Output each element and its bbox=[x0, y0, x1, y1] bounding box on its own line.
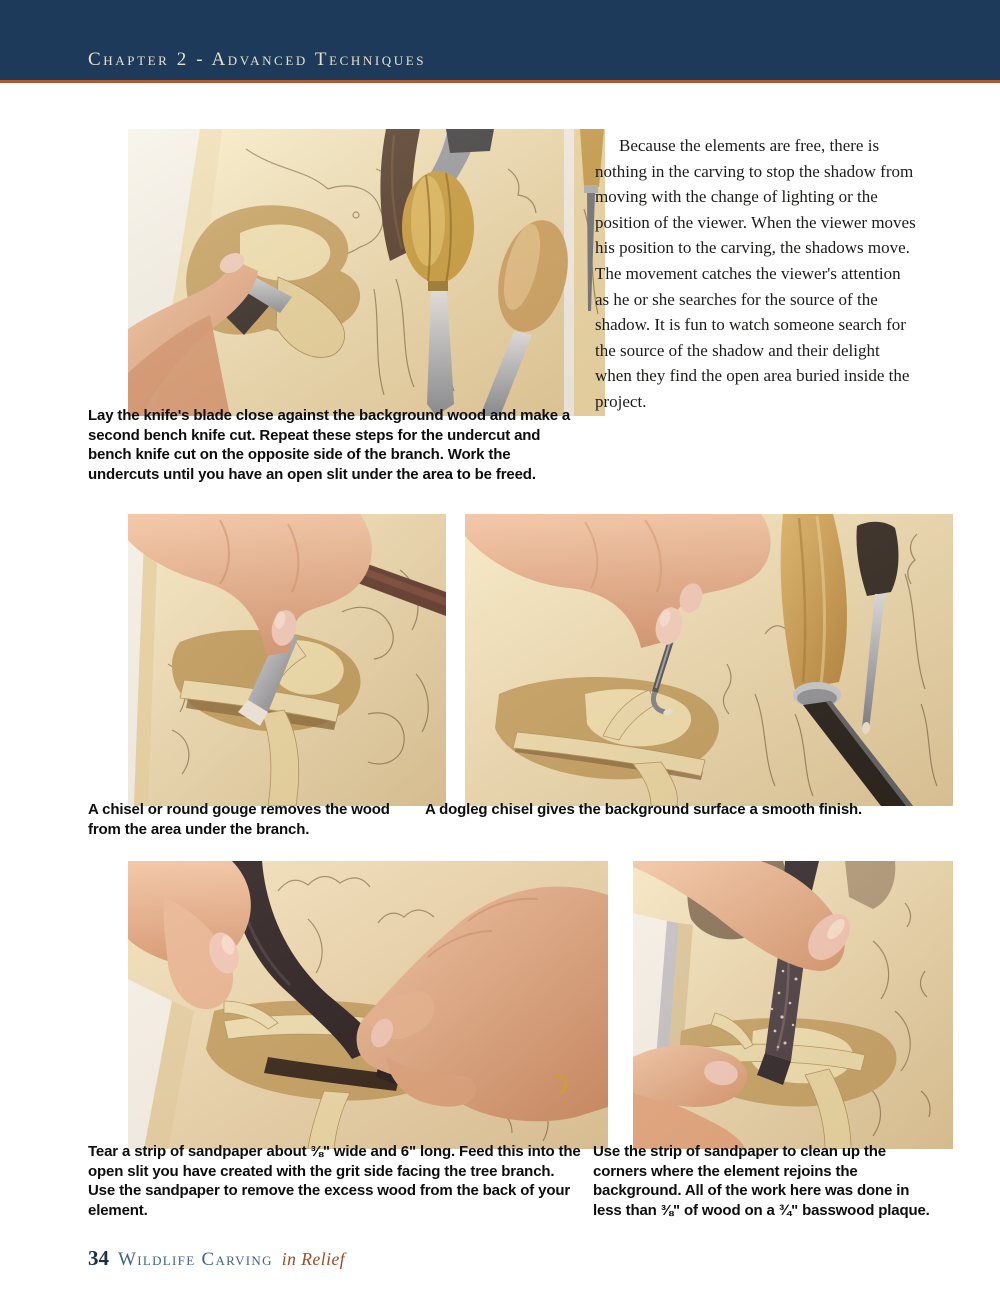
figure-knife-undercut bbox=[128, 129, 605, 416]
chapter-header-bar bbox=[0, 0, 1000, 83]
figure-sandpaper-corners bbox=[633, 861, 953, 1149]
photo-sandpaper-strip-illustration bbox=[128, 861, 608, 1149]
book-title-suffix: in Relief bbox=[281, 1249, 346, 1269]
caption-dogleg-chisel: A dogleg chisel gives the background surface a smooth finish. bbox=[425, 801, 863, 818]
photo2-vignette bbox=[128, 514, 446, 806]
photo3-vignette bbox=[465, 514, 953, 806]
figure-sandpaper-strip bbox=[128, 861, 608, 1149]
page-number: 34 bbox=[88, 1246, 109, 1270]
figure-dogleg-chisel bbox=[465, 514, 953, 806]
caption-sandpaper-strip: Tear a strip of sandpaper about ⅜" wide and 6" long. Feed this into the open slit you have created with the grit side facing the tree branch. Use the sandpaper to remove the excess wood from the back of your element. bbox=[88, 1143, 581, 1219]
photo1-vignette bbox=[128, 129, 605, 416]
body-paragraph: Because the elements are free, there is nothing in the carving to stop the shadow from moving with the change of lighting or the position of the viewer. When the viewer moves his position to the carving, the shadows move. The movement catches the viewer's attention as he or she searches for the source of the shadow. It is fun to watch someone search for the source of the shadow and their delight when they find the open area buried inside the project. bbox=[595, 136, 916, 411]
photo-dogleg-chisel-illustration bbox=[465, 514, 953, 806]
photo5-vignette bbox=[633, 861, 953, 1149]
book-title: Wildlife Carving bbox=[118, 1249, 273, 1270]
caption-knife-undercut: Lay the knife's blade close against the background wood and make a second bench knife cut. Repeat these steps for the undercut and bench knife cut on the opposite side of the branch. Work the undercuts until you have an open slit under the area to be freed. bbox=[88, 407, 571, 483]
photo-chisel-gouge-illustration bbox=[128, 514, 446, 806]
photo-knife-undercut-illustration bbox=[128, 129, 605, 416]
photo4-vignette bbox=[128, 861, 608, 1149]
caption-sandpaper-corners: Use the strip of sandpaper to clean up the corners where the element rejoins the background. All of the work here was done in less than ⅜" of wood on a ¾" basswood plaque. bbox=[593, 1143, 930, 1219]
caption-chisel-gouge: A chisel or round gouge removes the wood from the area under the branch. bbox=[88, 801, 390, 838]
photo-sandpaper-corners-illustration bbox=[633, 861, 953, 1149]
figure-chisel-gouge bbox=[128, 514, 446, 806]
chapter-title: Chapter 2 - Advanced Techniques bbox=[88, 49, 427, 70]
page-footer bbox=[88, 1246, 345, 1271]
